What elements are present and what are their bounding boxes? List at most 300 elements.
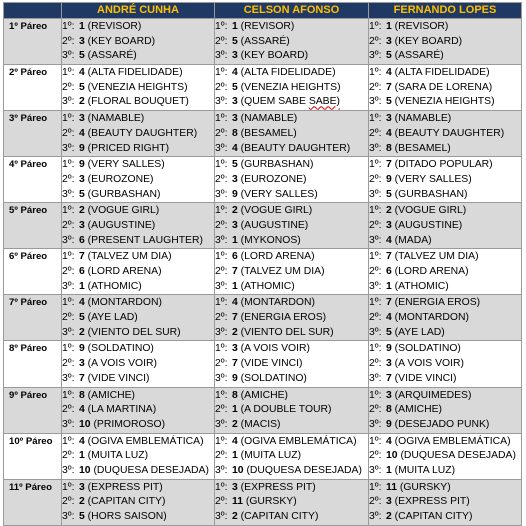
horse-name: (EUROZONE) — [240, 173, 307, 185]
horse-name: (REVISOR) — [87, 21, 142, 32]
pick-position: 3º: — [215, 326, 228, 338]
horse-number: 10 — [232, 464, 244, 476]
horse-name: (LORD ARENA) — [87, 266, 162, 277]
horse-name: (GURBASHAN) — [394, 188, 468, 200]
pick-line — [369, 66, 521, 81]
pick-position: 3º: — [62, 234, 75, 246]
pick-position: 3º: — [215, 50, 228, 62]
horse-name: (KEY BOARD) — [240, 50, 309, 62]
pick-line — [62, 265, 214, 280]
pick-position: 2º: — [62, 35, 75, 47]
horse-number: 1 — [79, 21, 85, 32]
horse-number: 4 — [79, 435, 85, 447]
horse-name: (VERY SALLES) — [87, 159, 165, 171]
pick-line — [369, 158, 521, 173]
horse-number: 1 — [232, 450, 238, 462]
race-row — [4, 111, 522, 157]
horse-name: (EUROZONE) — [87, 173, 154, 185]
picks-cell-celson-afonso — [215, 479, 369, 525]
pick-line — [215, 418, 368, 433]
horse-name: (AYE LAD) — [87, 312, 138, 324]
race-tips-table — [3, 2, 522, 526]
horse-name: (MUITA LUZ) — [394, 464, 456, 476]
picks-cell-andre-cunha — [62, 249, 215, 295]
pick-position: 3º: — [215, 418, 228, 430]
pick-line — [215, 142, 368, 157]
horse-number: 5 — [79, 81, 85, 93]
horse-name: (VENEZIA HEIGHTS) — [87, 81, 188, 93]
pick-position: 1º: — [215, 435, 228, 447]
race-label: 9º Páreo — [4, 387, 62, 433]
horse-number: 2 — [232, 418, 238, 430]
horse-name: (TALVEZ UM DIA) — [240, 266, 325, 277]
picks-cell-fernando-lopes — [369, 203, 522, 249]
pick-line — [369, 280, 521, 295]
horse-name: (DUQUESA DESEJADA) — [93, 464, 209, 476]
race-label: 5º Páreo — [4, 203, 62, 249]
pick-position: 1º: — [62, 343, 75, 355]
horse-name: (LORD ARENA) — [394, 266, 469, 277]
horse-name: (NAMABLE) — [240, 113, 298, 125]
picks-cell-andre-cunha — [62, 433, 215, 479]
horse-name: (NAMABLE) — [394, 113, 452, 125]
horse-name: (SOLDATINO) — [240, 372, 307, 384]
horse-number: 4 — [79, 297, 85, 309]
pick-position: 2º: — [369, 173, 382, 185]
horse-name: (VENEZIA HEIGHTS) — [394, 96, 495, 108]
horse-number: 11 — [232, 496, 243, 508]
pick-line — [215, 158, 368, 173]
pick-line — [369, 372, 521, 387]
race-label: 8º Páreo — [4, 341, 62, 387]
pick-position: 1º: — [62, 481, 75, 493]
pick-position: 3º: — [369, 511, 382, 522]
pick-position: 3º: — [369, 280, 382, 292]
picks-cell-andre-cunha — [62, 19, 215, 65]
pick-line — [215, 449, 368, 464]
horse-number: 3 — [232, 173, 238, 185]
pick-position: 3º: — [62, 418, 75, 430]
race-row — [4, 249, 522, 295]
pick-line — [62, 342, 214, 357]
horse-number: 3 — [232, 219, 238, 231]
horse-number: 10 — [79, 464, 91, 476]
horse-number: 5 — [232, 81, 238, 93]
horse-name: (OGIVA EMBLEMÁTICA) — [87, 435, 204, 447]
pick-position: 3º: — [215, 142, 228, 154]
pick-position: 1º: — [215, 159, 228, 171]
pick-position: 1º: — [369, 205, 382, 217]
pick-position: 3º: — [369, 142, 382, 154]
pick-position: 3º: — [369, 372, 382, 384]
horse-number: 5 — [232, 35, 238, 47]
pick-line — [215, 127, 368, 142]
pick-position: 3º: — [369, 234, 382, 246]
horse-name: (AUGUSTINE) — [87, 219, 156, 231]
horse-number: 4 — [386, 67, 392, 79]
pick-line — [369, 234, 521, 249]
header-celson-afonso: CELSON AFONSO — [215, 3, 369, 19]
horse-name: (GURBASHAN) — [240, 159, 314, 171]
race-row — [4, 65, 522, 111]
horse-number: 1 — [232, 21, 238, 32]
pick-position: 1º: — [215, 21, 228, 32]
race-row — [4, 19, 522, 65]
horse-number: 9 — [79, 343, 85, 355]
picks-cell-fernando-lopes — [369, 111, 522, 157]
pick-line — [369, 81, 521, 96]
pick-line — [369, 142, 521, 157]
horse-name: (DITADO POPULAR) — [394, 159, 493, 171]
pick-position: 2º: — [62, 358, 75, 370]
pick-line — [215, 250, 368, 265]
horse-number: 2 — [79, 205, 85, 217]
pick-position: 2º: — [215, 127, 228, 139]
horse-name: (OGIVA EMBLEMÁTICA) — [240, 435, 357, 447]
pick-position: 2º: — [215, 404, 228, 416]
pick-line — [369, 311, 521, 326]
pick-position: 3º: — [62, 511, 75, 522]
horse-name: (BESAMEL) — [240, 127, 297, 139]
pick-line — [215, 66, 368, 81]
horse-number: 1 — [232, 234, 238, 246]
horse-name: (GURSKY) — [245, 496, 297, 508]
pick-position: 1º: — [215, 251, 228, 263]
horse-number: 7 — [386, 297, 392, 309]
horse-number: 8 — [386, 142, 392, 154]
pick-position: 2º: — [215, 173, 228, 185]
horse-number: 4 — [386, 234, 392, 246]
horse-number: 7 — [386, 251, 392, 263]
race-label: 10º Páreo — [4, 433, 62, 479]
pick-position: 3º: — [215, 464, 228, 476]
horse-name: (TALVEZ UM DIA) — [394, 251, 479, 263]
horse-name: (NAMABLE) — [87, 113, 145, 125]
pick-line — [369, 35, 521, 50]
pick-position: 3º: — [62, 96, 75, 108]
picks-cell-celson-afonso — [215, 387, 369, 433]
picks-cell-fernando-lopes — [369, 433, 522, 479]
pick-position: 3º: — [62, 464, 75, 476]
pick-line — [62, 311, 214, 326]
pick-line — [62, 142, 214, 157]
horse-number: 1 — [232, 404, 238, 416]
race-label: 7º Páreo — [4, 295, 62, 341]
horse-name: (MONTARDON) — [87, 297, 162, 309]
pick-line — [369, 403, 521, 418]
pick-position: 3º: — [369, 326, 382, 338]
horse-number: 2 — [232, 326, 238, 338]
horse-name: (AYE LAD) — [394, 326, 445, 338]
horse-name: (REVISOR) — [240, 21, 295, 32]
race-label: 2º Páreo — [4, 65, 62, 111]
horse-number: 4 — [232, 435, 238, 447]
horse-name: (VERY SALLES) — [394, 173, 472, 185]
pick-line — [369, 127, 521, 142]
horse-number: 8 — [79, 389, 85, 401]
horse-number: 1 — [79, 280, 85, 292]
horse-name: (ATHOMIC) — [87, 280, 142, 292]
horse-number: 4 — [386, 435, 392, 447]
picks-cell-celson-afonso — [215, 341, 369, 387]
horse-number: 1 — [232, 280, 238, 292]
pick-line — [369, 20, 521, 35]
pick-line — [369, 464, 521, 479]
pick-line — [62, 280, 214, 295]
pick-position: 2º: — [369, 81, 382, 93]
pick-position: 3º: — [62, 188, 75, 200]
horse-number: 3 — [79, 113, 85, 125]
horse-name: (PRIMOROSO) — [93, 418, 166, 430]
pick-line — [215, 20, 368, 35]
horse-number: 3 — [386, 389, 392, 401]
picks-cell-fernando-lopes — [369, 65, 522, 111]
horse-name: (ARQUIMEDES) — [394, 389, 472, 401]
horse-name: (GURBASHAN) — [87, 188, 161, 200]
horse-name: (EXPRESS PIT) — [240, 481, 316, 493]
pick-line — [62, 403, 214, 418]
horse-name: (VIDE VINCI) — [240, 358, 303, 370]
horse-number: 1 — [386, 280, 392, 292]
horse-name: (ATHOMIC) — [240, 280, 295, 292]
horse-name: (A VOIS VOIR) — [394, 358, 464, 370]
pick-position: 2º: — [215, 266, 228, 277]
horse-name: (MONTARDON) — [394, 312, 469, 324]
horse-number: 6 — [79, 234, 85, 246]
horse-name: (ATHOMIC) — [394, 280, 449, 292]
pick-line — [62, 112, 214, 127]
pick-position: 3º: — [369, 464, 382, 476]
picks-cell-fernando-lopes — [369, 19, 522, 65]
pick-position: 1º: — [369, 435, 382, 447]
pick-position: 1º: — [215, 389, 228, 401]
horse-number: 3 — [386, 496, 392, 508]
pick-line — [62, 389, 214, 404]
pick-position: 1º: — [215, 481, 228, 493]
pick-line — [369, 49, 521, 64]
picks-cell-celson-afonso — [215, 295, 369, 341]
pick-position: 3º: — [215, 234, 228, 246]
pick-line — [215, 464, 368, 479]
picks-cell-fernando-lopes — [369, 341, 522, 387]
picks-cell-andre-cunha — [62, 157, 215, 203]
horse-name: (DESEJADO PUNK) — [394, 418, 490, 430]
race-label: 4º Páreo — [4, 157, 62, 203]
pick-line — [62, 357, 214, 372]
pick-position: 1º: — [369, 297, 382, 309]
horse-number: 4 — [232, 297, 238, 309]
pick-position: 2º: — [369, 358, 382, 370]
horse-number: 9 — [386, 418, 392, 430]
horse-name: (BEAUTY DAUGHTER) — [240, 142, 351, 154]
horse-name: (MACIS) — [240, 418, 281, 430]
tips-table-wrapper — [3, 2, 522, 526]
horse-name: (SOLDATINO) — [394, 343, 461, 355]
pick-position: 3º: — [62, 142, 75, 154]
horse-name: (ASSARÉ) — [87, 50, 137, 62]
spellcheck-underline: SABE) — [308, 96, 340, 108]
horse-number: 8 — [232, 127, 238, 139]
pick-line — [369, 204, 521, 219]
horse-name: (AMICHE) — [87, 389, 136, 401]
horse-number: 9 — [79, 142, 85, 154]
horse-number: 2 — [386, 205, 392, 217]
pick-position: 2º: — [215, 496, 228, 508]
pick-position: 2º: — [62, 81, 75, 93]
horse-number: 4 — [79, 67, 85, 79]
pick-position: 3º: — [369, 96, 382, 108]
horse-number: 1 — [386, 464, 392, 476]
horse-name: (BESAMEL) — [394, 142, 451, 154]
horse-name: (CAPITAN CITY) — [87, 496, 166, 508]
pick-position: 3º: — [62, 326, 75, 338]
pick-position: 2º: — [215, 35, 228, 47]
pick-line — [369, 389, 521, 404]
pick-line — [62, 81, 214, 96]
horse-number: 3 — [386, 358, 392, 370]
pick-position: 2º: — [369, 404, 382, 416]
horse-name: (VOGUE GIRL) — [87, 205, 160, 217]
picks-cell-fernando-lopes — [369, 295, 522, 341]
pick-line — [62, 173, 214, 188]
pick-line — [215, 342, 368, 357]
pick-line — [62, 372, 214, 387]
race-label: 1º Páreo — [4, 19, 62, 65]
horse-name: (VIDE VINCI) — [394, 372, 457, 384]
horse-number: 1 — [79, 450, 85, 462]
pick-position: 2º: — [62, 127, 75, 139]
pick-position: 2º: — [62, 450, 75, 462]
pick-line — [215, 265, 368, 280]
horse-name: (BEAUTY DAUGHTER) — [87, 127, 198, 139]
horse-number: 3 — [79, 358, 85, 370]
picks-cell-andre-cunha — [62, 295, 215, 341]
horse-number: 7 — [386, 372, 392, 384]
horse-name: (AMICHE) — [240, 389, 289, 401]
horse-number: 9 — [386, 173, 392, 185]
pick-position: 1º: — [369, 251, 382, 263]
pick-position: 3º: — [369, 418, 382, 430]
pick-line — [215, 173, 368, 188]
horse-name: (AMICHE) — [394, 404, 443, 416]
pick-position: 1º: — [62, 389, 75, 401]
picks-cell-andre-cunha — [62, 65, 215, 111]
picks-cell-fernando-lopes — [369, 479, 522, 525]
pick-position: 2º: — [62, 404, 75, 416]
horse-number: 2 — [232, 205, 238, 217]
horse-name: (CAPITAN CITY) — [394, 511, 473, 522]
pick-position: 1º: — [215, 113, 228, 125]
horse-number: 3 — [386, 113, 392, 125]
pick-position: 1º: — [369, 481, 382, 493]
horse-number: 7 — [386, 81, 392, 93]
horse-number: 11 — [386, 481, 397, 493]
pick-line — [62, 66, 214, 81]
horse-number: 6 — [79, 266, 85, 277]
pick-line — [62, 49, 214, 64]
pick-position: 1º: — [62, 21, 75, 32]
pick-position: 1º: — [215, 205, 228, 217]
pick-position: 2º: — [369, 35, 382, 47]
pick-position: 3º: — [369, 50, 382, 62]
pick-line — [369, 112, 521, 127]
horse-number: 6 — [232, 251, 238, 263]
pick-position: 3º: — [62, 372, 75, 384]
pick-line — [369, 342, 521, 357]
pick-line — [369, 357, 521, 372]
horse-name: (ENERGIA EROS) — [240, 312, 327, 324]
pick-position: 2º: — [369, 127, 382, 139]
horse-name: (EXPRESS PIT) — [394, 496, 470, 508]
pick-position: 1º: — [62, 435, 75, 447]
pick-position: 1º: — [369, 21, 382, 32]
horse-name: (ASSARÉ) — [240, 35, 290, 47]
pick-line — [62, 510, 214, 525]
pick-line — [62, 464, 214, 479]
horse-name: (OGIVA EMBLEMÁTICA) — [394, 435, 511, 447]
pick-line — [369, 173, 521, 188]
picks-cell-fernando-lopes — [369, 249, 522, 295]
pick-position: 1º: — [215, 67, 228, 79]
pick-line — [62, 127, 214, 142]
picks-cell-celson-afonso — [215, 249, 369, 295]
pick-position: 1º: — [62, 159, 75, 171]
pick-position: 1º: — [215, 343, 228, 355]
pick-position: 2º: — [215, 81, 228, 93]
horse-number: 3 — [79, 173, 85, 185]
pick-line — [369, 449, 521, 464]
pick-line — [62, 250, 214, 265]
pick-line — [369, 481, 521, 496]
picks-cell-celson-afonso — [215, 203, 369, 249]
pick-position: 2º: — [62, 496, 75, 508]
picks-cell-fernando-lopes — [369, 387, 522, 433]
pick-line — [215, 481, 368, 496]
pick-line — [62, 326, 214, 341]
pick-position: 2º: — [215, 450, 228, 462]
horse-number: 7 — [232, 358, 238, 370]
race-row — [4, 295, 522, 341]
pick-line — [369, 265, 521, 280]
pick-position: 2º: — [62, 312, 75, 324]
horse-name: (PRESENT LAUGHTER) — [87, 234, 203, 246]
horse-number: 4 — [386, 312, 392, 324]
pick-line — [215, 296, 368, 311]
horse-name: (VOGUE GIRL) — [394, 205, 467, 217]
horse-name: (VOGUE GIRL) — [240, 205, 313, 217]
pick-position: 3º: — [215, 280, 228, 292]
horse-number: 9 — [386, 343, 392, 355]
pick-line — [369, 435, 521, 450]
picks-cell-celson-afonso — [215, 157, 369, 203]
pick-line — [215, 188, 368, 203]
pick-line — [62, 296, 214, 311]
horse-name: (ALTA FIDELIDADE) — [240, 67, 336, 79]
horse-number: 4 — [232, 142, 238, 154]
horse-number: 4 — [79, 127, 85, 139]
pick-line — [62, 481, 214, 496]
race-label: 3º Páreo — [4, 111, 62, 157]
horse-number: 7 — [386, 159, 392, 171]
horse-number: 3 — [386, 35, 392, 47]
header-fernando-lopes: FERNANDO LOPES — [369, 3, 522, 19]
horse-name: (VIDE VINCI) — [87, 372, 150, 384]
pick-line — [215, 219, 368, 234]
horse-name: (DUQUESA DESEJADA) — [246, 464, 362, 476]
pick-position: 1º: — [369, 389, 382, 401]
pick-position: 2º: — [369, 450, 382, 462]
race-rows — [4, 19, 522, 526]
